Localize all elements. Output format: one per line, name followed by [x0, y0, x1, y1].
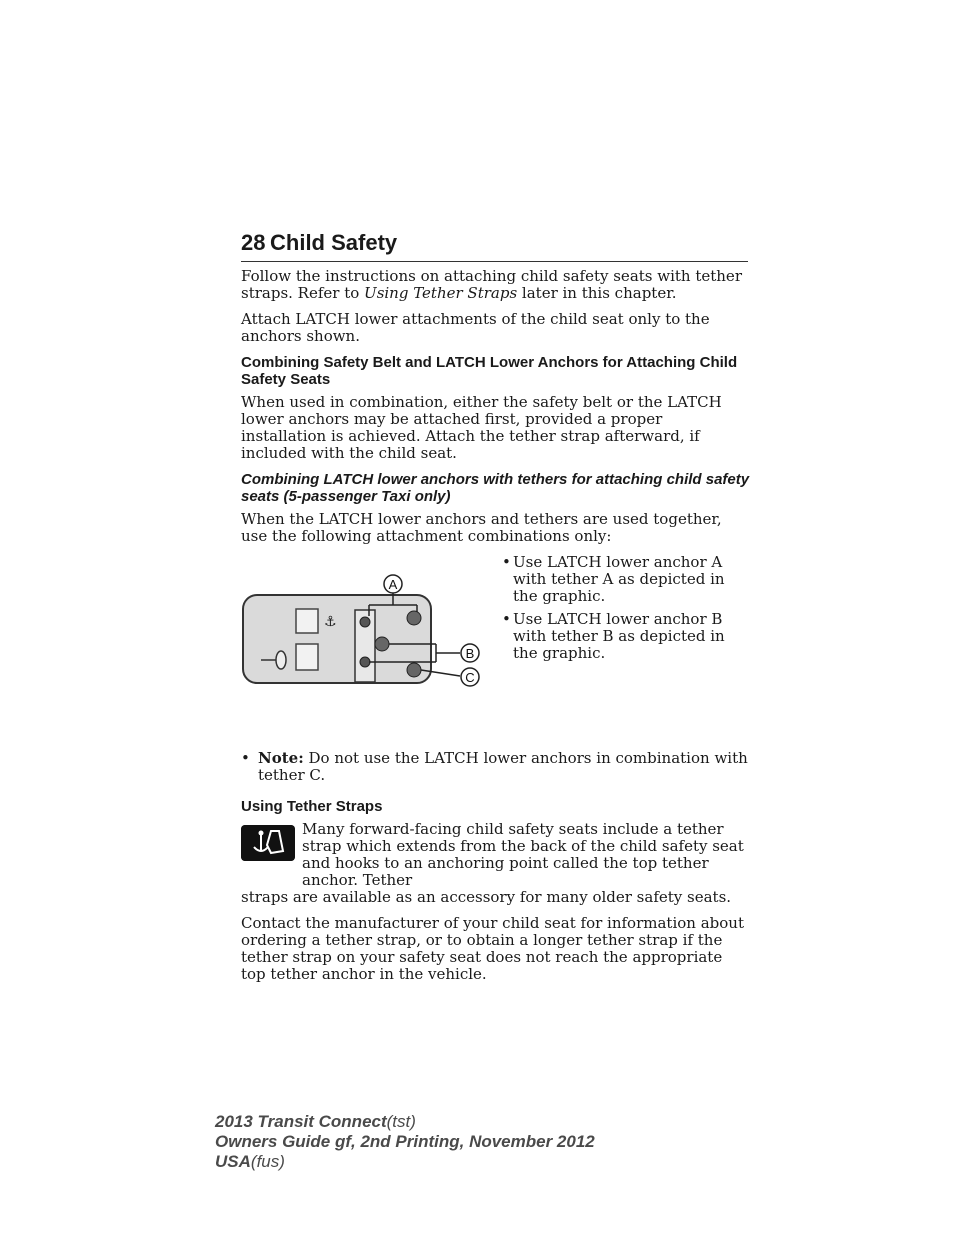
- child-seat-tether-icon: [241, 825, 295, 861]
- footer: [215, 1112, 595, 1172]
- buckle-icon: [276, 651, 286, 669]
- tether-paragraph-tail: straps are available as an accessory for many older safety seats.: [241, 888, 732, 906]
- tether-paragraph-lead: Many forward-facing child safety seats include a tether strap which extends from the back of the child safety seat and hooks to an anchoring point called the top tether anchor. Tether: [302, 820, 744, 889]
- footer-market-code: (fus): [250, 1152, 285, 1171]
- section-heading: Combining LATCH lower anchors with tethers for attaching child safety seats (5-passenger Taxi only): [241, 471, 750, 505]
- paragraph-combination: When used in combination, either the safety belt or the LATCH lower anchors may be attached first, provided a proper installation is achieved. Attach the tether strap afterward, if included with the child seat.: [241, 393, 722, 462]
- note-text: Do not use the LATCH lower anchors in combination with tether C.: [258, 749, 748, 784]
- seat-panel: [243, 595, 431, 683]
- footer-model: 2013 Transit Connect: [215, 1112, 387, 1131]
- section-heading: Using Tether Straps: [241, 798, 383, 815]
- paragraph-tether-instructions: [241, 268, 751, 302]
- footer-line-3: [215, 1152, 595, 1172]
- list-item-text: Use LATCH lower anchor B with tether B as depicted in the graphic.: [513, 610, 725, 662]
- page-number: 28: [241, 230, 266, 255]
- bullet-symbol: •: [502, 610, 511, 628]
- section-heading: Combining Safety Belt and LATCH Lower Anchors for Attaching Child Safety Seats: [241, 354, 738, 388]
- page-content: [241, 268, 751, 992]
- header-divider: [241, 261, 748, 262]
- lower-anchor-a-icon: [360, 617, 370, 627]
- tether-anchor-b-icon: [375, 637, 389, 651]
- latch-anchor-diagram: [241, 560, 491, 690]
- paragraph-contact-manufacturer: Contact the manufacturer of your child seat for information about ordering a tether strap, or to obtain a longer tether strap if the tether strap on your safety seat does not reach the appropriate top tether anchor in the vehicle.: [241, 914, 744, 983]
- paragraph-text: Follow the instructions on attaching child safety seats with tether straps. Refer to: [241, 267, 742, 302]
- callout-a-label: A: [388, 577, 398, 592]
- chapter-title: Child Safety: [270, 230, 398, 255]
- footer-model-code: (tst): [386, 1112, 416, 1131]
- bullet-symbol: •: [502, 553, 511, 571]
- note-item: [241, 750, 751, 784]
- paragraph-latch-tethers: When the LATCH lower anchors and tethers are used together, use the following attachment combinations only:: [241, 510, 722, 545]
- paragraph-text: later in this chapter.: [517, 284, 677, 302]
- tether-block: [241, 821, 751, 889]
- callout-c-label: C: [465, 670, 475, 685]
- seat-square-lower: [296, 644, 318, 670]
- tether-anchor-a-icon: [407, 611, 421, 625]
- lower-anchor-b-icon: [360, 657, 370, 667]
- list-item: [496, 611, 751, 662]
- callout-b-label: B: [465, 646, 475, 661]
- bullet-symbol: •: [241, 749, 250, 767]
- list-item-text: Use LATCH lower anchor A with tether A as depicted in the graphic.: [513, 553, 725, 605]
- list-item: [496, 554, 751, 605]
- note-label: Note:: [258, 749, 304, 767]
- figure-row: [241, 554, 751, 750]
- tether-anchor-c-icon: [407, 663, 421, 677]
- bullet-list: [496, 554, 751, 668]
- cross-reference: Using Tether Straps: [364, 284, 518, 302]
- footer-line-2: Owners Guide gf, 2nd Printing, November 2012: [215, 1132, 595, 1151]
- seat-square-upper: [296, 609, 318, 633]
- paragraph-latch-attach: Attach LATCH lower attachments of the child seat only to the anchors shown.: [241, 310, 710, 345]
- footer-line-1: [215, 1112, 595, 1132]
- footer-market: USA: [215, 1152, 251, 1171]
- anchor-symbol-icon: ⚓: [324, 614, 337, 630]
